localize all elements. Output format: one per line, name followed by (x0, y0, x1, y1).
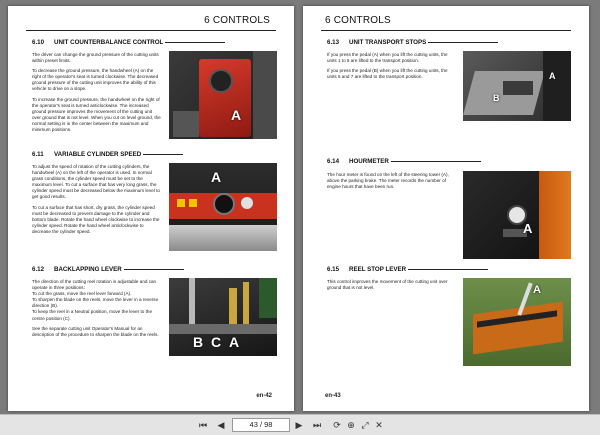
paragraph: The hour meter is found on the left of the steering tower (A), above the parking brake. The meter records the number of engine hours that have been run. (327, 172, 449, 190)
section-heading-6-10 (32, 39, 232, 46)
section-heading-6-11 (32, 151, 232, 158)
photo-hourmeter (463, 171, 571, 259)
photo-label: A (231, 107, 242, 123)
photo-counterbalance (169, 51, 277, 139)
section-heading-6-13 (327, 39, 527, 46)
photo-label: C (211, 334, 222, 350)
paragraph: If you press the pedal (A) when you lift the cutting units, the units 1 to 5 are lifted to the transport position. (327, 52, 448, 64)
section-body-6-10 (32, 52, 162, 137)
paragraph: This control improves the movement of the cutting unit over ground that is not level. (327, 279, 448, 291)
section-number: 6.12 (32, 266, 45, 273)
paragraph: To decrease the ground pressure, the handwheel (A) on the right of the operator's seat is turned clockwise. The decreased ground pressure of the cutting unit improves the ability of this vehicle to drive on a slope. (32, 68, 159, 92)
paragraph: To sharpen the blade on the reels, move the lever in a reverse direction (B). (32, 297, 159, 309)
section-number: 6.15 (327, 266, 340, 273)
section-title: BACKLAPPING LEVER (54, 266, 122, 273)
photo-label: A (229, 334, 240, 350)
photo-label: A (211, 169, 222, 185)
photo-cylinder-speed (169, 163, 277, 251)
page-number-input[interactable]: 43 / 98 (232, 418, 290, 432)
section-heading-6-15 (327, 266, 527, 273)
first-page-icon[interactable]: ⏮ (198, 420, 208, 430)
photo-label: A (549, 71, 556, 81)
paragraph: The direction of the cutting reel rotation is adjustable and can operate in three positions: (32, 279, 157, 291)
section-title: REEL STOP LEVER (349, 266, 407, 273)
paragraph: To adjust the speed of rotation of the cutting cylinders, the handwheel (A) on the left of the operator is used. In normal grass conditions, the cylinder speed must be set to the maximum level. To cut a surface that has very long grass, the cylinder speed must be decreased below the maximum level to get good results. (32, 164, 160, 200)
section-number: 6.11 (32, 151, 44, 158)
paragraph: To cut the grass, move the reel lever forward (A). (32, 291, 132, 297)
section-heading-6-14 (327, 158, 527, 165)
paragraph: See the separate cutting unit Operator's Manual for an description of the procedure to sharpen the blade on the reels. (32, 325, 159, 337)
page-right (303, 6, 589, 411)
section-title: HOURMETER (349, 158, 389, 165)
section-title: UNIT TRANSPORT STOPS (349, 39, 427, 46)
zoom-icon[interactable]: ⊕ (347, 420, 355, 430)
close-icon[interactable]: ✕ (375, 420, 383, 430)
prev-page-icon[interactable]: ◀ (217, 420, 225, 430)
rotate-icon[interactable]: ⟳ (333, 420, 341, 430)
section-body-6-14 (327, 172, 457, 194)
section-body-6-11 (32, 164, 162, 239)
section-number: 6.13 (327, 39, 340, 46)
photo-reel-stop (463, 278, 571, 366)
photo-label: A (533, 284, 541, 296)
photo-label: B (493, 93, 500, 103)
paragraph: The driver can change the ground pressure of the cutting units within preset limits. (32, 52, 159, 64)
section-heading-6-12 (32, 266, 232, 273)
viewer-toolbar (0, 414, 600, 435)
paragraph: If you press the pedal (B) when you lift the cutting units, the units 6 and 7 are lifted to the transport position. (327, 68, 448, 80)
fit-icon[interactable]: ⤢ (361, 420, 369, 430)
section-body-6-15 (327, 279, 457, 295)
last-page-icon[interactable]: ⏭ (312, 420, 322, 430)
section-body-6-13 (327, 52, 457, 84)
section-title: VARIABLE CYLINDER SPEED (54, 151, 142, 158)
photo-transport-stops (463, 51, 571, 121)
paragraph: To increase the ground pressure, the handwheel on the right of the operator's seat is turned anticlockwise. The increased ground pressure improves the movement of the cutting unit over ground that is not level. When you cut on level ground, the normal setting is in the center between the maximum and minimum positions. (32, 96, 161, 133)
page-number-left: en-42 (256, 393, 272, 399)
photo-label: B (193, 334, 204, 350)
chapter-rule (26, 30, 276, 31)
chapter-title-right: 6 CONTROLS (325, 15, 391, 26)
section-number: 6.10 (32, 39, 45, 46)
chapter-title-left: 6 CONTROLS (204, 15, 270, 26)
section-body-6-12 (32, 279, 162, 342)
photo-backlapping (169, 278, 277, 356)
next-page-icon[interactable]: ▶ (295, 420, 303, 430)
section-number: 6.14 (327, 158, 340, 165)
page-number-right: en-43 (325, 393, 341, 399)
paragraph: To cut a surface that has short, dry grass, the cylinder speed must be decreased to prevent damage to the cylinder and bottom blade. Rotate the hand wheel clockwise to increase the cylinder speed. Rotate the hand wheel anticlockwise to decrease the cylinder speed. (32, 204, 160, 234)
paragraph: To keep the reel in a Neutral position, move the lever to the centre position (C). (32, 309, 153, 321)
page-left (8, 6, 294, 411)
section-title: UNIT COUNTERBALANCE CONTROL (54, 39, 164, 46)
chapter-rule (321, 30, 571, 31)
photo-label: A (523, 221, 533, 236)
